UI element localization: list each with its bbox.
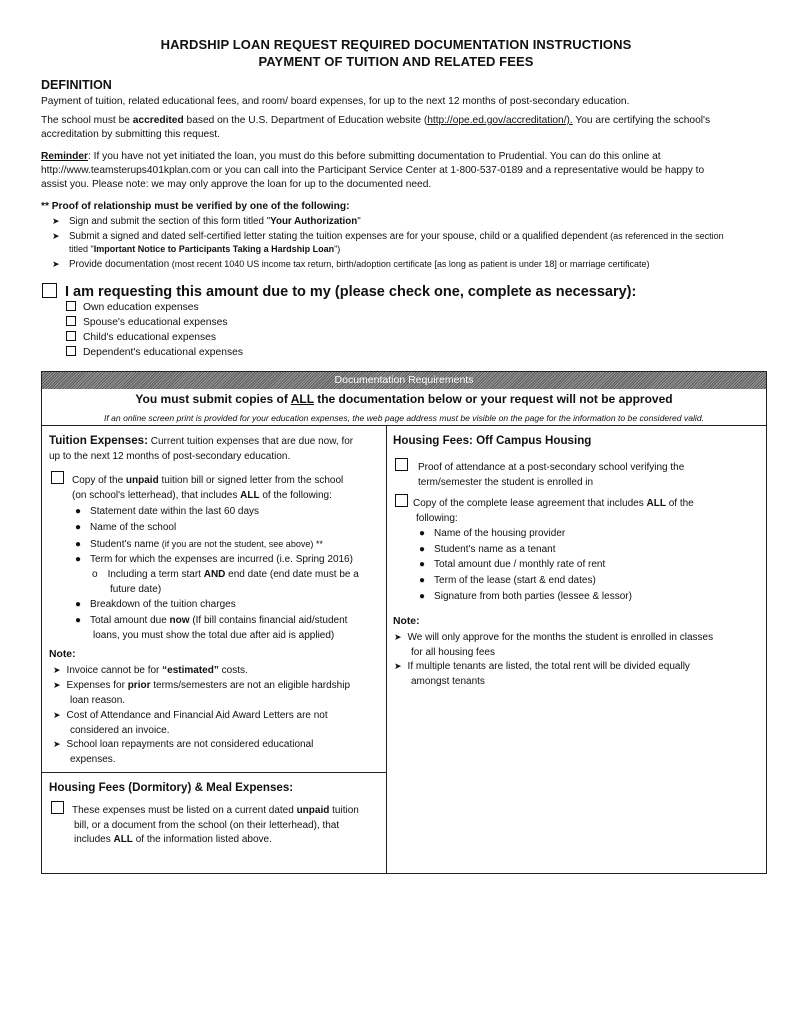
proof-heading: ** Proof of relationship must be verified by one of the following: xyxy=(41,201,350,212)
tuition-b6-post: (If bill contains financial aid/student xyxy=(189,615,348,626)
arrow-bullet-icon: ➤ xyxy=(53,665,61,675)
arrow-bullet-icon: ➤ xyxy=(52,259,60,269)
proof-item3-text: Provide documentation xyxy=(69,259,170,270)
housing-lease-item xyxy=(395,494,760,526)
tuition-n1-pre: Invoice cannot be for xyxy=(66,665,163,676)
tuition-n4: School loan repayments are not considered educational xyxy=(66,739,314,750)
tuition-n2-post: terms/semesters are not an eligible hardship xyxy=(150,680,351,691)
tuition-copy-all: ALL xyxy=(240,489,260,501)
option-child-label: Child's educational expenses xyxy=(83,332,217,343)
housing-n2-line2: amongst tenants xyxy=(411,675,485,687)
option-own xyxy=(66,301,199,313)
tuition-b6-now: now xyxy=(169,615,190,626)
tuition-sub-line2: future date) xyxy=(110,583,162,595)
housing-proof-checkbox[interactable] xyxy=(395,458,408,471)
tuition-b6-pre: Total amount due xyxy=(90,615,170,626)
housing-proof-line1: Proof of attendance at a post-secondary school verifying the xyxy=(418,462,685,473)
tuition-b4: Term for which the expenses are incurred (i.e. Spring 2016) xyxy=(90,554,353,565)
tuition-bullet-student xyxy=(75,537,323,553)
tuition-sub-and: AND xyxy=(203,569,226,580)
housing-b3: Total amount due / monthly rate of rent xyxy=(434,559,606,570)
bullet-icon: ● xyxy=(75,506,82,517)
dorm-heading: Housing Fees (Dormitory) & Meal Expenses: xyxy=(49,781,294,794)
tuition-subbullet-dates xyxy=(92,568,382,597)
proof-item1-bold: Your Authorization xyxy=(270,216,358,227)
tuition-intro1: Current tuition expenses that are due now, for xyxy=(148,436,354,447)
bullet-icon: ● xyxy=(419,575,426,586)
option-own-checkbox[interactable] xyxy=(66,301,76,311)
option-spouse-checkbox[interactable] xyxy=(66,316,76,326)
tuition-note-heading: Note: xyxy=(49,649,76,660)
reminder-line3: assist you. Please note: we may only approve the loan for up to the documented need. xyxy=(41,179,432,190)
tuition-copy-post: tuition bill or signed letter from the school xyxy=(158,475,344,486)
option-dependent-checkbox[interactable] xyxy=(66,346,76,356)
sub-bullet-icon: o xyxy=(92,569,98,580)
accreditation-paragraph xyxy=(41,114,753,142)
document-title: HARDSHIP LOAN REQUEST REQUIRED DOCUMENTATION INSTRUCTIONS xyxy=(160,37,632,52)
tuition-bullet-breakdown xyxy=(75,598,236,613)
tuition-n3-line2: considered an invoice. xyxy=(70,724,170,736)
documentation-table xyxy=(41,371,767,874)
option-child xyxy=(66,331,216,343)
housing-b1: Name of the housing provider xyxy=(434,528,566,539)
proof-item2-bold: Important Notice to Participants Taking a Hardship Loan xyxy=(93,244,335,254)
bullet-icon: ● xyxy=(75,599,82,610)
tuition-copy-item xyxy=(51,471,381,503)
bullet-icon: ● xyxy=(75,539,82,550)
arrow-bullet-icon: ➤ xyxy=(394,661,402,671)
housing-bullet-provider xyxy=(419,527,565,542)
housing-n1: We will only approve for the months the student is enrolled in classes xyxy=(407,632,714,643)
tuition-sub-post: end date (end date must be a xyxy=(225,569,359,580)
bullet-icon: ● xyxy=(419,528,426,539)
must-submit-pre: You must submit copies of xyxy=(135,392,291,406)
proof-item2-small: (as referenced in the section xyxy=(607,231,724,241)
bullet-icon: ● xyxy=(419,559,426,570)
housing-lease-all: ALL xyxy=(646,498,666,509)
housing-note-months xyxy=(394,630,764,660)
tuition-b3: Student's name xyxy=(90,539,160,550)
housing-proof-item xyxy=(395,458,760,490)
housing-lease-line2: following: xyxy=(416,512,458,524)
tuition-b1: Statement date within the last 60 days xyxy=(90,506,260,517)
bullet-icon: ● xyxy=(419,591,426,602)
housing-bullet-signature xyxy=(419,590,632,605)
tuition-n2-bold: prior xyxy=(127,680,151,691)
reminder-label: Reminder xyxy=(41,151,88,162)
housing-bullet-rent xyxy=(419,558,605,573)
housing-bullet-tenant xyxy=(419,543,555,558)
tuition-n3: Cost of Attendance and Financial Aid Award Letters are not xyxy=(66,710,328,721)
housing-bullet-term xyxy=(419,574,596,589)
document-subtitle: PAYMENT OF TUITION AND RELATED FEES xyxy=(258,54,534,69)
arrow-bullet-icon: ➤ xyxy=(53,739,61,749)
reminder-paragraph xyxy=(41,150,753,192)
definition-text: Payment of tuition, related educational fees, and room/ board expenses, for up to the next 12 months of post-secondary education. xyxy=(41,96,630,107)
tuition-b2: Name of the school xyxy=(90,522,177,533)
dorm-divider xyxy=(42,772,386,773)
arrow-bullet-icon: ➤ xyxy=(53,680,61,690)
accreditation-link[interactable]: http://ope.ed.gov/accreditation/). xyxy=(427,115,573,126)
housing-b5: Signature from both parties (lessee & lessor) xyxy=(434,591,632,602)
definition-heading: DEFINITION xyxy=(41,78,112,92)
option-dependent-label: Dependent's educational expenses xyxy=(83,347,243,358)
tuition-copy-checkbox[interactable] xyxy=(51,471,64,484)
arrow-bullet-icon: ➤ xyxy=(52,231,60,241)
dorm-line3-post: of the information listed above. xyxy=(132,834,272,845)
housing-lease-pre: Copy of the complete lease agreement that includes xyxy=(413,498,647,509)
tuition-n1-post: costs. xyxy=(218,665,248,676)
dorm-line1-pre: These expenses must be listed on a current dated xyxy=(72,805,297,816)
request-checkbox[interactable] xyxy=(42,283,57,298)
bullet-icon: ● xyxy=(75,615,82,626)
accreditation-text-mid: based on the U.S. Department of Education website ( xyxy=(183,115,428,126)
housing-n2: If multiple tenants are listed, the total rent will be divided equally xyxy=(407,661,690,672)
accreditation-text-post: You are certifying the school's xyxy=(572,115,711,126)
proof-item2-text: Submit a signed and dated self-certified letter stating the tuition expenses are for your spouse, child or a qualified dependent xyxy=(69,231,608,242)
option-spouse-label: Spouse's educational expenses xyxy=(83,317,228,328)
tuition-bullet-school xyxy=(75,521,176,536)
tuition-section xyxy=(49,434,379,464)
tuition-copy-pre: Copy of the xyxy=(72,475,126,486)
proof-item1-text: Sign and submit the section of this form titled " xyxy=(69,216,271,227)
proof-item-authorization xyxy=(52,215,361,228)
arrow-bullet-icon: ➤ xyxy=(53,710,61,720)
housing-note-heading: Note: xyxy=(393,616,420,627)
tuition-copy-line2-post: of the following: xyxy=(259,489,332,501)
must-submit-post: the documentation below or your request will not be approved xyxy=(313,392,673,406)
tuition-note-prior xyxy=(53,678,383,708)
housing-lease-checkbox[interactable] xyxy=(395,494,408,507)
accreditation-text-pre: The school must be xyxy=(41,115,133,126)
request-heading-text: I am requesting this amount due to my (please check one, complete as necessary): xyxy=(65,284,637,300)
dorm-line3-pre: includes xyxy=(74,834,114,845)
arrow-bullet-icon: ➤ xyxy=(52,216,60,226)
tuition-note-estimated xyxy=(53,663,248,679)
tuition-n4-line2: expenses. xyxy=(70,753,116,765)
tuition-b3-small: (if you are not the student, see above) ** xyxy=(159,539,323,549)
housing-note-tenants xyxy=(394,659,764,689)
dorm-line1-bold: unpaid xyxy=(296,805,330,816)
table-divider xyxy=(42,425,766,426)
documentation-banner: Documentation Requirements xyxy=(42,372,766,389)
tuition-intro2: up to the next 12 months of post-secondary education. xyxy=(49,450,291,462)
tuition-copy-line2: (on school's letterhead), that includes xyxy=(72,489,241,501)
tuition-sub-pre: Including a term start xyxy=(107,569,204,580)
proof-item-letter xyxy=(52,230,764,256)
tuition-note-loan xyxy=(53,737,383,767)
option-dependent xyxy=(66,346,243,358)
dorm-checkbox[interactable] xyxy=(51,801,64,814)
option-child-checkbox[interactable] xyxy=(66,331,76,341)
accreditation-text-line2: accreditation by submitting this request. xyxy=(41,129,220,140)
online-screenprint-note: If an online screen print is provided for your education expenses, the web page address must be visible on the page for the information to be considered valid. xyxy=(103,413,704,423)
must-submit-all: ALL xyxy=(290,392,314,406)
tuition-b6-line2: loans, you must show the total due after aid is applied) xyxy=(93,629,335,641)
housing-n1-line2: for all housing fees xyxy=(411,646,495,658)
reminder-line1: : If you have not yet initiated the loan, you must do this before submitting documentation to Prudential. You can do this online at xyxy=(88,151,661,162)
tuition-copy-bold: unpaid xyxy=(125,475,159,486)
arrow-bullet-icon: ➤ xyxy=(394,632,402,642)
housing-b4: Term of the lease (start & end dates) xyxy=(434,575,596,586)
proof-item1-post: " xyxy=(357,216,361,227)
tuition-bullet-term xyxy=(75,553,353,568)
housing-b2: Student's name as a tenant xyxy=(434,544,556,555)
column-divider xyxy=(386,425,387,874)
tuition-n1-bold: “estimated” xyxy=(162,665,219,676)
bullet-icon: ● xyxy=(75,522,82,533)
dorm-line1-post: tuition xyxy=(329,805,359,816)
proof-item2-line2-post: ") xyxy=(334,244,341,254)
tuition-n2-line2: loan reason. xyxy=(70,694,126,706)
tuition-n2-pre: Expenses for xyxy=(66,680,128,691)
tuition-bullet-total xyxy=(75,614,380,643)
dorm-item xyxy=(51,801,381,848)
reminder-line2: http://www.teamsterups401kplan.com or you can call into the Participant Service Center at 1-800-537-0189 and a representative would be happy to xyxy=(41,165,705,176)
bullet-icon: ● xyxy=(419,544,426,555)
proof-item2-line2-pre: titled " xyxy=(69,244,94,254)
tuition-bullet-statement xyxy=(75,505,259,520)
must-submit-notice xyxy=(42,392,766,406)
dorm-line3-bold: ALL xyxy=(113,834,133,845)
dorm-line2: bill, or a document from the school (on their letterhead), that xyxy=(74,819,340,831)
housing-heading: Housing Fees: Off Campus Housing xyxy=(393,434,592,447)
proof-item3-small: (most recent 1040 US income tax return, birth/adoption certificate [as long as patient is under 18] or marriage certificate) xyxy=(169,259,650,269)
accredited-word: accredited xyxy=(132,115,184,126)
housing-proof-line2: term/semester the student is enrolled in xyxy=(418,476,594,488)
tuition-heading: Tuition Expenses: xyxy=(49,434,148,447)
proof-item-documentation xyxy=(52,258,649,271)
option-own-label: Own education expenses xyxy=(83,302,199,313)
bullet-icon: ● xyxy=(75,554,82,565)
tuition-b5: Breakdown of the tuition charges xyxy=(90,599,236,610)
option-spouse xyxy=(66,316,228,328)
dorm-section xyxy=(49,781,379,796)
tuition-note-cost xyxy=(53,708,383,738)
housing-lease-post: of the xyxy=(665,498,694,509)
housing-section xyxy=(393,434,758,449)
request-heading xyxy=(42,283,636,300)
